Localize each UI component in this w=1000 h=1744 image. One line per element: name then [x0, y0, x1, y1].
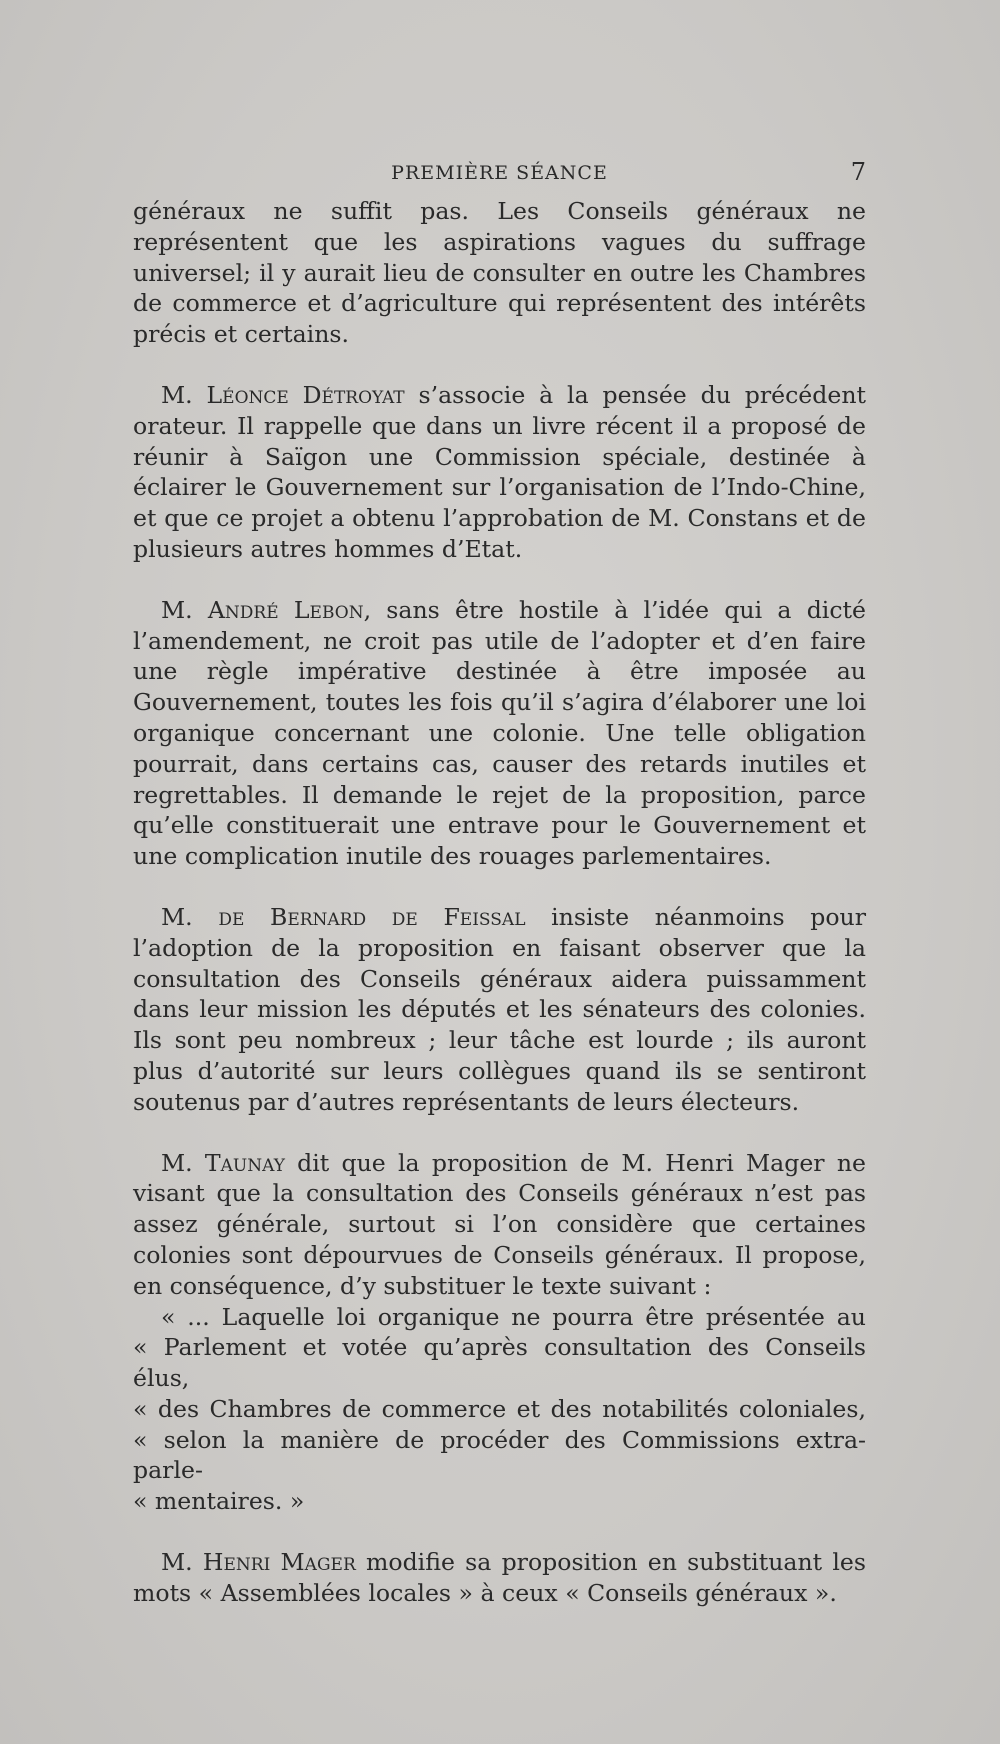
speaker-name: André Lebon,	[207, 595, 372, 624]
speaker-prefix: M.	[161, 380, 207, 409]
page-number: 7	[850, 158, 866, 186]
paragraph-continuation: généraux ne suffit pas. Les Conseils généraux ne représentent que les aspirations vagues du suffrage universel; il y aurait lieu de consulter en outre les Chambres de commerce et d’agriculture qui représentent des intérêts précis et certains.	[133, 197, 866, 349]
paragraph-text: dit que la proposition de M. Henri Mager ne visant que la consultation des Conseils généraux n’est pas assez générale, surtout si l’on considère que certaines colonies sont dépourvues de Conseils généraux. Il propose, en conséquence, d’y substituer le texte suivant :	[133, 1148, 866, 1300]
speaker-prefix: M.	[161, 595, 208, 624]
body-text	[133, 196, 866, 1609]
paragraph-feissal	[133, 902, 866, 1118]
paragraph-text: insiste néanmoins pour l’adoption de la proposition en faisant observer que la consultation des Conseils généraux aidera puissamment dans leur mission les députés et les sénateurs des colonies. Ils sont peu nombreux ; leur tâche est lourde ; ils auront plus d’autorité sur leurs collègues quand ils se sentiront soutenus par d’autres représentants de leurs électeurs.	[133, 902, 866, 1116]
quote-line: « mentaires. »	[133, 1487, 305, 1516]
quote-line: « Parlement et votée qu’après consultation des Conseils élus,	[133, 1333, 866, 1393]
paragraph-text: sans être hostile à l’idée qui a dicté l’amendement, ne croit pas utile de l’adopter et d’en faire une règle impérative destinée à être imposée au Gouvernement, toutes les fois qu’il s’agira d’élaborer une loi organique concernant une colonie. Une telle obligation pourrait, dans certains cas, causer des retards inutiles et regrettables. Il demande le rejet de la proposition, parce qu’elle constituerait une entrave pour le Gouvernement et une complication inutile des rouages parlementaires.	[133, 595, 866, 871]
speaker-name: Taunay	[204, 1148, 285, 1177]
quoted-amendment	[133, 1302, 866, 1518]
paragraph-text: modifie sa proposition en substituant les mots « Assemblées locales » à ceux « Conseils généraux ».	[133, 1548, 866, 1607]
quote-line: « selon la manière de procéder des Commissions extra-parle-	[133, 1425, 866, 1485]
speaker-prefix: M.	[161, 902, 219, 931]
paragraph-lebon	[133, 595, 866, 872]
running-header	[133, 160, 866, 190]
speaker-prefix: M.	[161, 1548, 203, 1577]
speaker-name: de Bernard de Feissal	[218, 902, 526, 931]
quote-line: « ... Laquelle loi organique ne pourra être présentée au	[161, 1302, 866, 1331]
speaker-name: Henri Mager	[202, 1548, 356, 1577]
quote-line: « des Chambres de commerce et des notabilités coloniales,	[133, 1394, 866, 1423]
paragraph-mager	[133, 1547, 866, 1609]
speaker-name: Léonce Détroyat	[206, 380, 405, 409]
paragraph-text: s’associe à la pensée du précédent orateur. Il rappelle que dans un livre récent il a proposé de réunir à Saïgon une Commission spéciale, destinée à éclairer le Gouvernement sur l’organisation de l’Indo-Chine, et que ce projet a obtenu l’approbation de M. Constans et de plusieurs autres hommes d’Etat.	[133, 380, 866, 563]
running-title: PREMIÈRE SÉANCE	[391, 162, 608, 184]
speaker-prefix: M.	[161, 1148, 205, 1177]
paragraph-detroyat	[133, 380, 866, 565]
paragraph-taunay	[133, 1148, 866, 1302]
